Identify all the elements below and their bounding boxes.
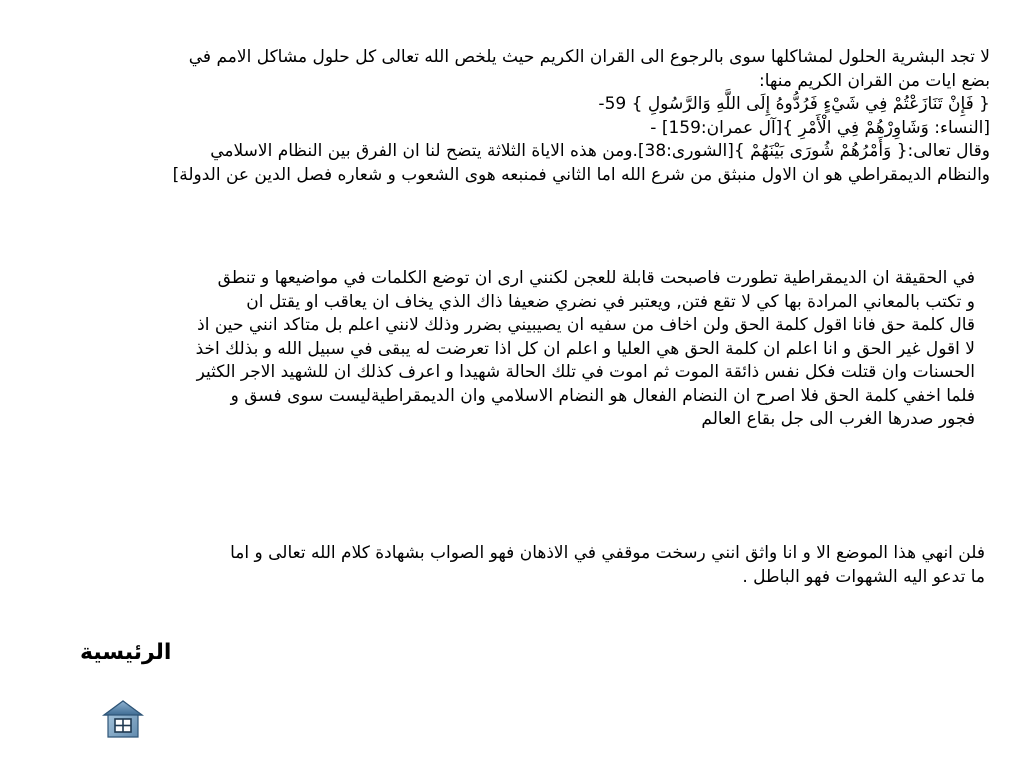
- body-paragraph: [60, 267, 975, 432]
- text-line: والنظام الديمقراطي هو ان الاول منبثق من شرع الله اما الثاني فمنبعه هوى الشعوب و شعاره فصل الدين عن الدولة]: [172, 164, 990, 185]
- text-line: لا تجد البشرية الحلول لمشاكلها سوى بالرجوع الى القران الكريم حيث يلخص الله تعالى كل حلول مشاكل الامم في: [188, 47, 990, 67]
- home-icon: [102, 699, 144, 739]
- quran-verse-line: [النساء: وَشَاوِرْهُمْ فِي الْأَمْرِ }[آل عمران:159] -: [650, 117, 990, 138]
- text-line: فجور صدرها الغرب الى جل بقاع العالم: [701, 409, 975, 429]
- text-line: ما تدعو اليه الشهوات فهو الباطل .: [742, 566, 985, 587]
- text-line: لا اقول غير الحق و انا اعلم ان كلمة الحق هي العليا و اعلم ان كل اذا تعرضت له يبقى في سبيل الله و بذلك اخذ: [195, 338, 975, 359]
- quran-verse-line: { فَإِنْ تَنَازَعْتُمْ فِي شَيْءٍ فَرُدُّوهُ إِلَى اللَّهِ وَالرَّسُولِ } 59-: [598, 94, 990, 114]
- home-button[interactable]: [102, 699, 144, 739]
- text-line: في الحقيقة ان الديمقراطية تطورت فاصبحت قابلة للعجن لكنني ارى ان توضع الكلمات في مواضيعها و تنطق: [217, 268, 975, 288]
- text-line: وقال تعالى:{ وَأَمْرُهُمْ شُورَى بَيْنَهُمْ }[الشورى:38].ومن هذه الاياة الثلاثة يتضح لنا ان الفرق بين النظام الاسلامي: [210, 141, 990, 161]
- home-link[interactable]: الرئيسية: [80, 640, 172, 665]
- text-line: الحسنات وان قتلت فكل نفس ذائقة الموت ثم اموت في تلك الحالة شهيدا و اعرف كذلك ان للشهيد الاجر الكثير: [196, 362, 975, 382]
- text-line: بضع ايات من القران الكريم منها:: [758, 70, 990, 91]
- text-line: فلما اخفي كلمة الحق فلا اصرح ان النضام الفعال هو النضام الاسلامي وان الديمقراطيةليست سوى فسق و: [230, 385, 975, 406]
- text-line: و تكتب بالمعاني المرادة بها كي لا تقع فتن, ويعتبر في نضري ضعيفا ذاك الذي يخاف ان يعاقب او يقتل ان: [246, 291, 975, 312]
- intro-paragraph: [40, 46, 990, 187]
- text-line: فلن انهي هذا الموضع الا و انا واثق انني رسخت موقفي في الاذهان فهو الصواب بشهادة كلام الله تعالى و اما: [230, 543, 985, 563]
- text-line: قال كلمة حق فانا اقول كلمة الحق ولن اخاف من سفيه ان يصيبيني بضرر وذلك لانني اعلم بل متاكد انني حين اذ: [197, 315, 975, 335]
- conclusion-paragraph: [90, 542, 985, 589]
